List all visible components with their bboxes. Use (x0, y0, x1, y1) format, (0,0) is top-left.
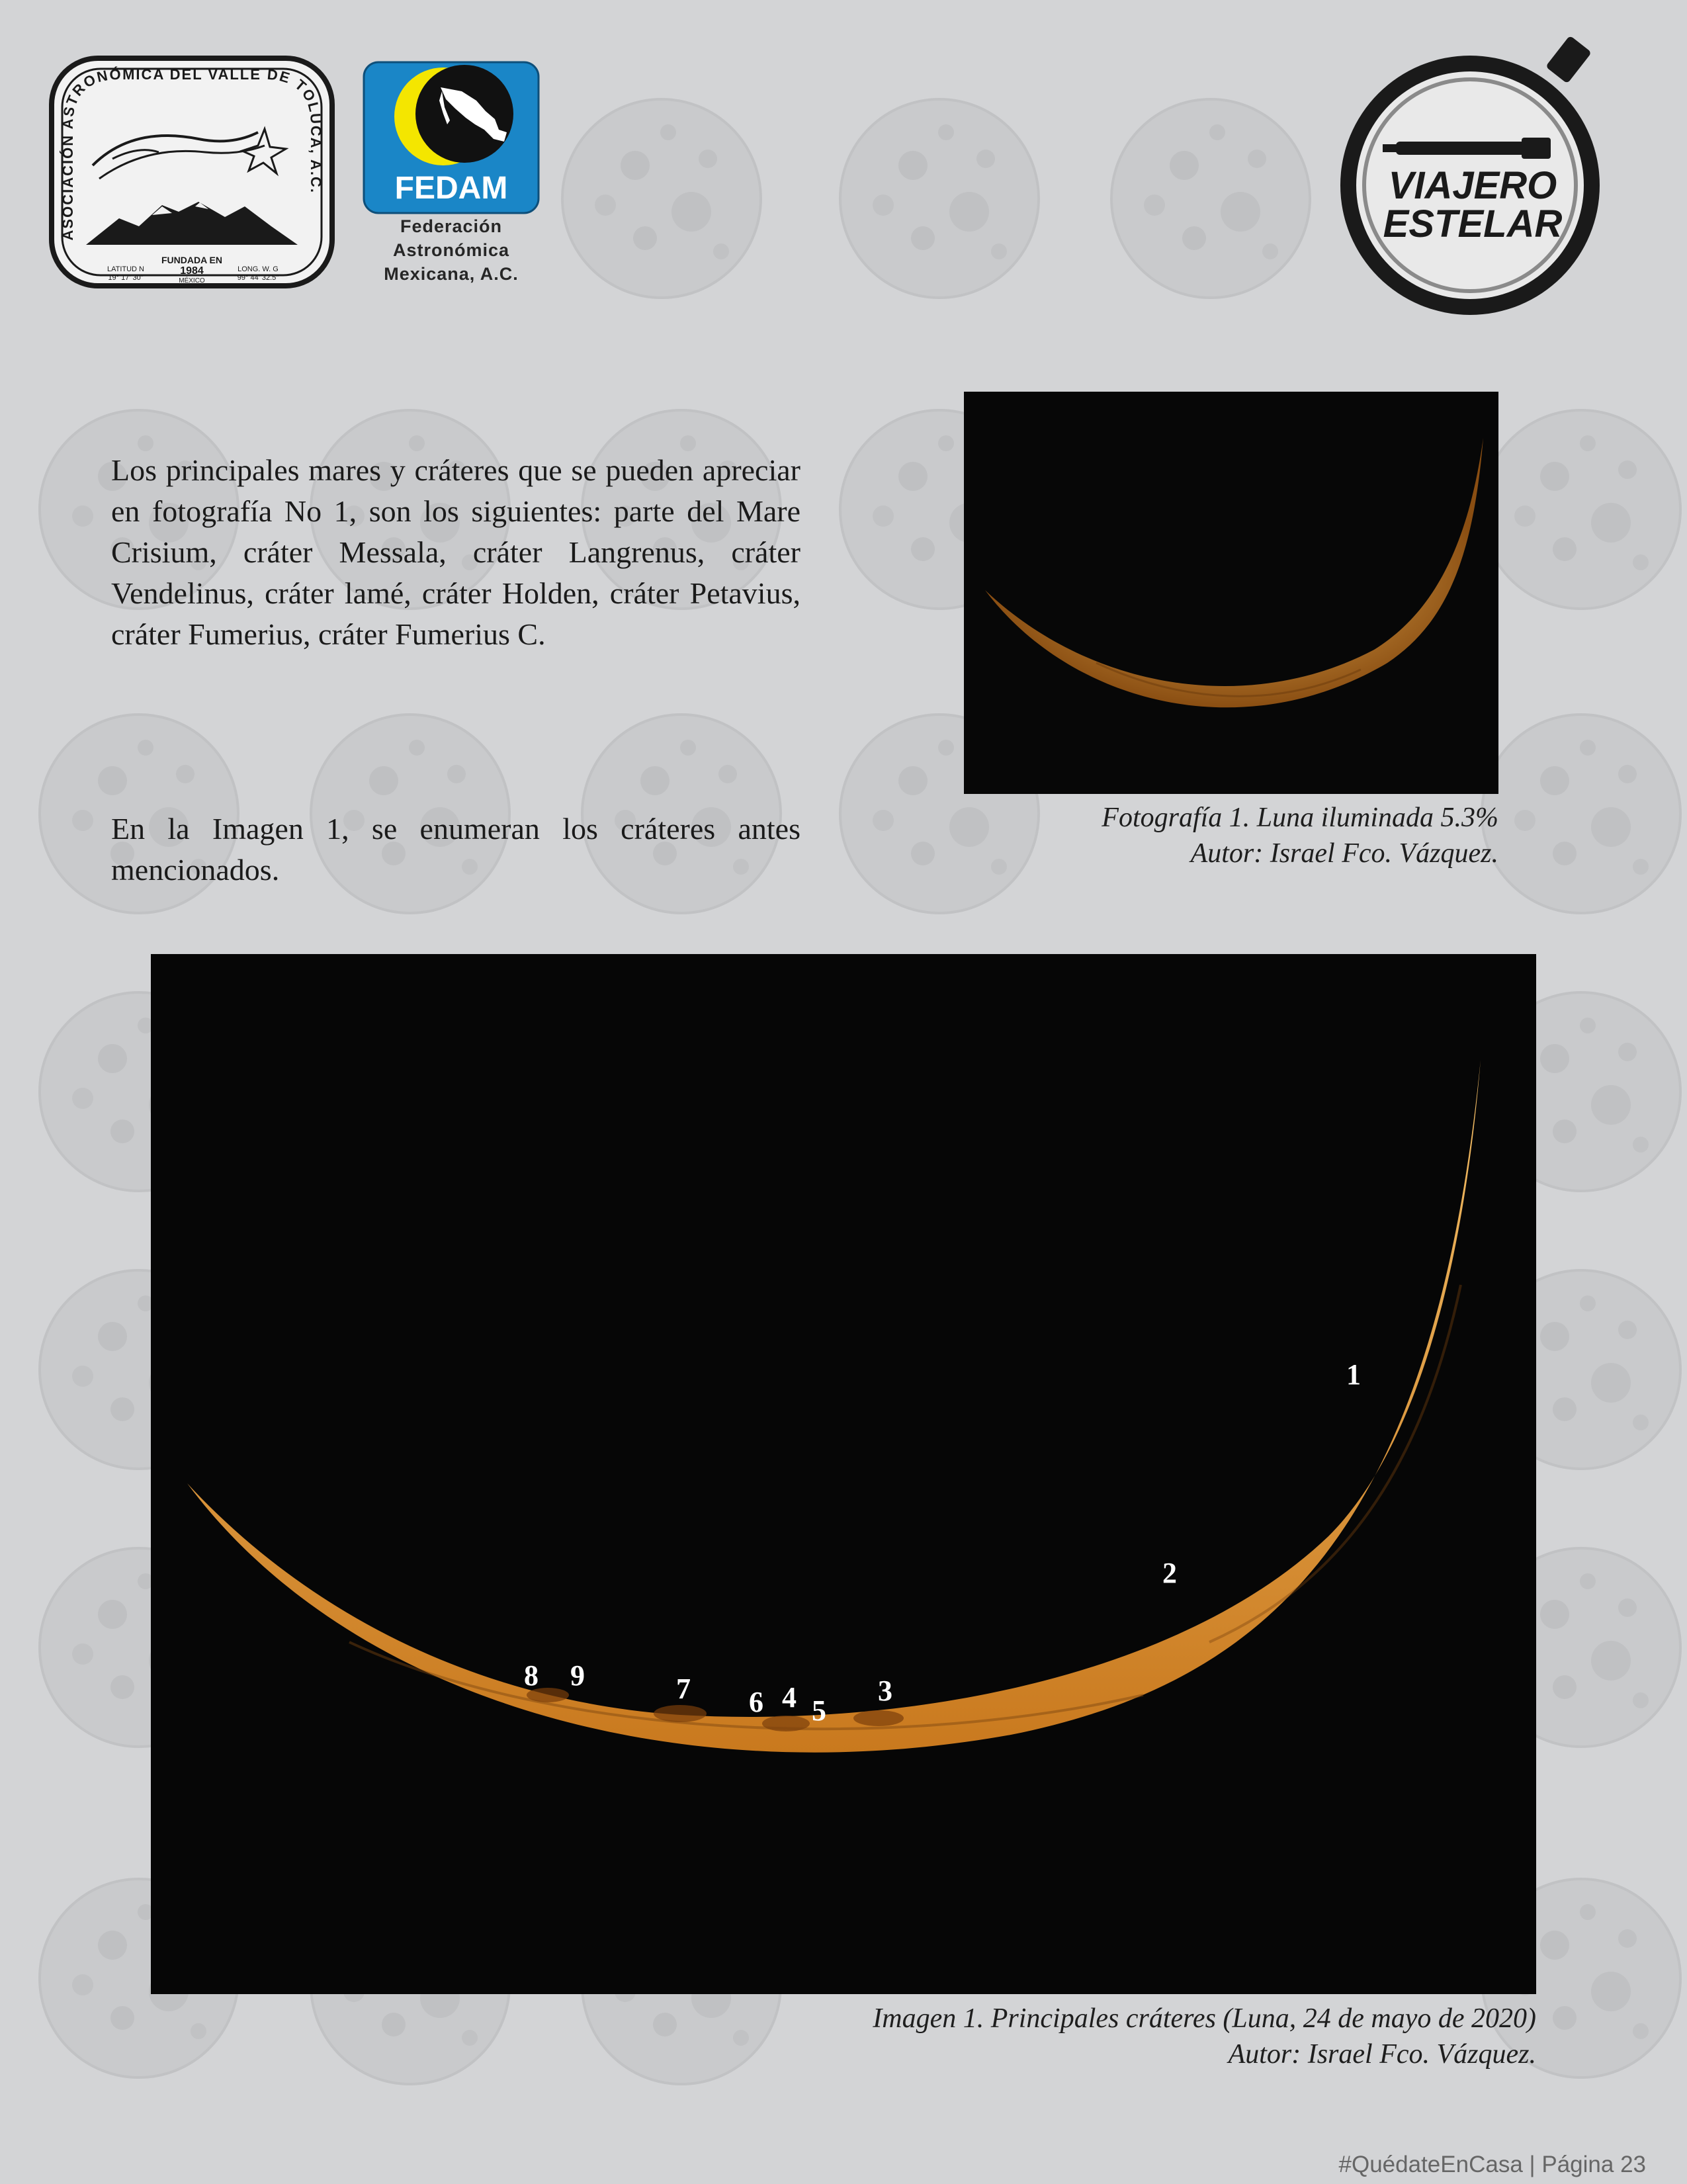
fedam-caption-line: Mexicana, A.C. (384, 264, 519, 284)
image-1-caption (728, 2001, 1536, 2072)
fedam-logo (363, 61, 540, 214)
page-footer (1125, 2152, 1646, 2178)
photo-1-caption-line-1: Fotografía 1. Luna iluminada 5.3% (1102, 803, 1498, 833)
crater-label-1: 1 (1346, 1358, 1361, 1391)
aavt-lat-value: 19° 17' 30" (108, 274, 144, 282)
crater-label-7: 7 (676, 1673, 691, 1705)
aavt-ring-text: ASOCIACIÓN ASTRONÓMICA DEL VALLE DE TOLUCA, A.C. (59, 66, 325, 241)
body-paragraph-1: Los principales mares y cráteres que se pueden apreciar en fotografía No 1, son los siguientes: parte del Mare Crisium, cráter Messala, cráter Langrenus, cráter Vendelinus, cráter lamé, cráter Holden, cráter Petavius, cráter Fumerius, cráter Fumerius C. (111, 453, 800, 651)
viajero-line1: VIAJERO (1388, 164, 1557, 207)
photo-1-caption (964, 800, 1498, 871)
crater-label-5: 5 (812, 1694, 826, 1727)
photo-1-caption-line-2: Autor: Israel Fco. Vázquez. (1190, 838, 1498, 869)
aavt-founded-year: 1984 (180, 265, 204, 277)
fedam-caption (344, 214, 558, 286)
image-1-caption-line-2: Autor: Israel Fco. Vázquez. (1228, 2039, 1536, 2070)
fedam-wordmark: FEDAM (394, 171, 508, 206)
image-1-crater-map (151, 954, 1536, 1994)
crescent-moon-small (964, 392, 1498, 794)
aavt-logo (46, 53, 337, 291)
aavt-founded-label: FUNDADA EN (161, 255, 223, 265)
footer-hashtag: #QuédateEnCasa (1338, 2152, 1523, 2177)
aavt-long-value: 99° 44' 32.5" (237, 274, 279, 282)
body-paragraph-2: En la Imagen 1, se enumeran los cráteres antes mencionados. (111, 812, 800, 887)
crater-label-4: 4 (782, 1681, 797, 1714)
crater-label-9: 9 (570, 1659, 585, 1692)
crater-label-8: 8 (524, 1659, 539, 1692)
viajero-line2: ESTELAR (1383, 202, 1563, 245)
footer-separator: | (1529, 2152, 1536, 2177)
crater-label-3: 3 (878, 1675, 892, 1707)
footer-page-number: Página 23 (1541, 2152, 1646, 2177)
fedam-caption-line: Federación (400, 216, 503, 236)
aavt-place: MÉXICO (179, 277, 205, 284)
crater-label-6: 6 (749, 1686, 763, 1718)
crater-label-2: 2 (1162, 1557, 1177, 1589)
aavt-lat-label: LATITUD N (107, 265, 145, 273)
aavt-long-label: LONG. W. G (238, 265, 279, 273)
crescent-moon-large (151, 954, 1536, 1994)
viajero-estelar-logo (1323, 34, 1621, 332)
photo-1-crescent-moon (964, 392, 1498, 794)
image-1-caption-line-1: Imagen 1. Principales cráteres (Luna, 24 de mayo de 2020) (873, 2003, 1536, 2034)
crater-labels (524, 1358, 1361, 1727)
fedam-caption-line: Astronómica (392, 240, 510, 260)
